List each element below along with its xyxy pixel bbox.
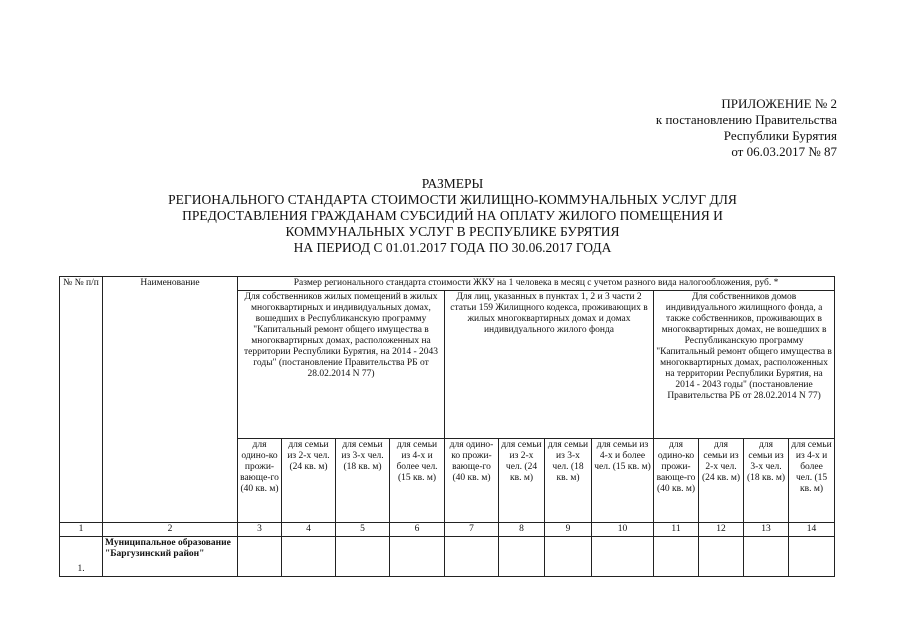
subheader-cell: для семьи из 2-х чел. (24 кв. м) [282, 439, 336, 523]
appendix-line-3: Республики Бурятия [723, 128, 837, 143]
column-number: 13 [744, 523, 789, 537]
subheader-cell: для одино-ко прожи-вающе-го (40 кв. м) [445, 439, 499, 523]
appendix-line-2: к постановлению Правительства [655, 112, 837, 127]
empty-cell [499, 537, 545, 577]
row-name: Муниципальное образование "Баргузинский район" [103, 537, 238, 577]
column-number: 10 [592, 523, 654, 537]
column-number: 7 [445, 523, 499, 537]
subheader-cell: для семьи из 3-х чел. (18 кв. м) [336, 439, 390, 523]
header-name: Наименование [103, 277, 238, 523]
column-number: 8 [499, 523, 545, 537]
column-number: 12 [699, 523, 744, 537]
title-line-2: РЕГИОНАЛЬНОГО СТАНДАРТА СТОИМОСТИ ЖИЛИЩНО-КОММУНАЛЬНЫХ УСЛУГ ДЛЯ [168, 192, 737, 207]
subheader-cell: для одино-ко прожи-вающе-го (40 кв. м) [654, 439, 699, 523]
empty-cell [744, 537, 789, 577]
column-number: 14 [789, 523, 835, 537]
empty-cell [336, 537, 390, 577]
subheader-cell: для семьи из 2-х чел. (24 кв. м) [499, 439, 545, 523]
column-number: 3 [238, 523, 282, 537]
title-line-3: ПРЕДОСТАВЛЕНИЯ ГРАЖДАНАМ СУБСИДИЙ НА ОПЛАТУ ЖИЛОГО ПОМЕЩЕНИЯ И [182, 208, 723, 223]
title-line-4: КОММУНАЛЬНЫХ УСЛУГ В РЕСПУБЛИКЕ БУРЯТИЯ [285, 224, 620, 239]
column-number: 9 [545, 523, 592, 537]
document-title [0, 176, 905, 256]
subheader-cell: для семьи из 3-х чел. (18 кв. м) [545, 439, 592, 523]
empty-cell [699, 537, 744, 577]
subheader-cell: для семьи из 4-х и более чел. (15 кв. м) [592, 439, 654, 523]
appendix-block [656, 96, 837, 160]
appendix-line-1: ПРИЛОЖЕНИЕ № 2 [721, 96, 837, 111]
header-group-1: Для собственников жилых помещений в жилых многоквартирных и индивидуальных домах, вошедших в Республиканскую программу "Капитальный ремонт общего имущества в многоквартирных домах, расположенных на территории Республики Бурятия, на 2014 - 2043 годы" (постановление Правительства РБ от 28.02.2014 N 77) [238, 291, 445, 439]
header-num: № № п/п [60, 277, 103, 523]
empty-cell [238, 537, 282, 577]
header-group-2: Для лиц, указанных в пунктах 1, 2 и 3 части 2 статьи 159 Жилищного кодекса, проживающих в жилых многоквартирных домах и домах индивидуального жилого фонда [445, 291, 654, 439]
empty-cell [445, 537, 499, 577]
column-number: 11 [654, 523, 699, 537]
column-number: 2 [103, 523, 238, 537]
table-row [60, 537, 835, 577]
subheader-cell: для семьи из 3-х чел. (18 кв. м) [744, 439, 789, 523]
empty-cell [390, 537, 445, 577]
row-number: 1. [60, 537, 103, 577]
appendix-line-4: от 06.03.2017 № 87 [731, 144, 837, 159]
empty-cell [592, 537, 654, 577]
column-number: 5 [336, 523, 390, 537]
title-line-1: РАЗМЕРЫ [421, 176, 484, 191]
empty-cell [282, 537, 336, 577]
column-number: 1 [60, 523, 103, 537]
column-number: 4 [282, 523, 336, 537]
header-top: Размер регионального стандарта стоимости ЖКУ на 1 человека в месяц с учетом разного вида налогообложения, руб. * [238, 277, 835, 291]
column-number: 6 [390, 523, 445, 537]
title-line-5: НА ПЕРИОД С 01.01.2017 ГОДА ПО 30.06.2017 ГОДА [293, 240, 612, 255]
subheader-cell: для семьи из 4-х и более чел. (15 кв. м) [390, 439, 445, 523]
empty-cell [654, 537, 699, 577]
header-group-3: Для собственников домов индивидуального жилищного фонда, а также собственников, проживающих в многоквартирных домах, не вошедших в Республиканскую программу "Капитальный ремонт общего имущества в многоквартирных домах, расположенных на территории Республики Бурятия, на 2014 - 2043 годы" (постановление Правительства РБ от 28.02.2014 N 77) [654, 291, 835, 439]
subheader-cell: для семьи из 2-х чел. (24 кв. м) [699, 439, 744, 523]
standards-table [59, 276, 835, 577]
subheader-cell: для одино-ко прожи-вающе-го (40 кв. м) [238, 439, 282, 523]
column-number-row [60, 523, 835, 537]
subheader-cell: для семьи из 4-х и более чел. (15 кв. м) [789, 439, 835, 523]
empty-cell [545, 537, 592, 577]
empty-cell [789, 537, 835, 577]
